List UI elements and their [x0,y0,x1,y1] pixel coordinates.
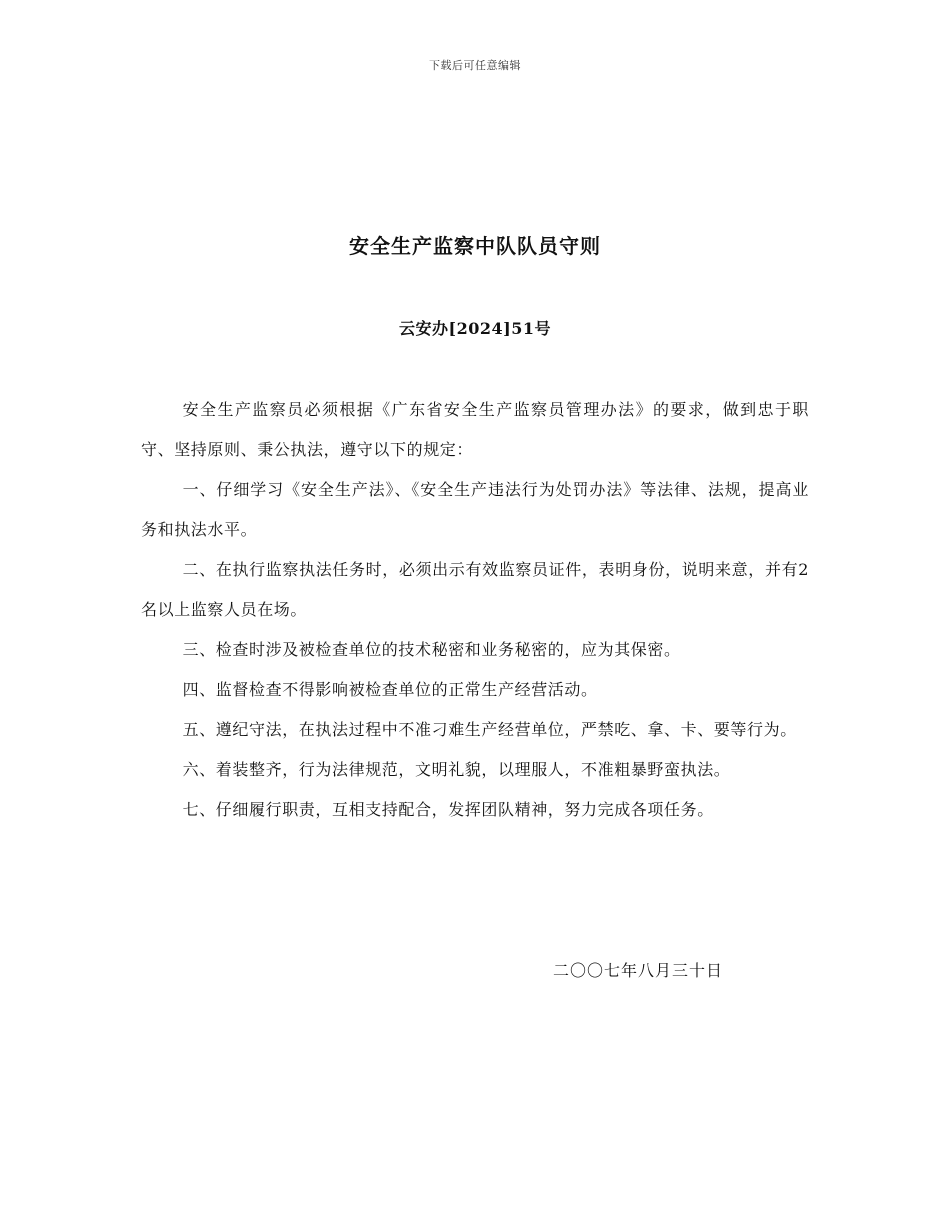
rule-paragraph-4: 四、监督检查不得影响被检查单位的正常生产经营活动。 [182,680,598,699]
document-title: 安全生产监察中队队员守则 [349,234,601,258]
document-body [141,390,809,830]
rule-paragraph-7: 七、仔细履行职责，互相支持配合，发挥团队精神，努力完成各项任务。 [182,800,714,819]
rule-paragraph-2: 二、在执行监察执法任务时，必须出示有效监察员证件，表明身份，说明来意，并有2 名以上监察人员在场。 [141,560,809,619]
rule-paragraph-1: 一、仔细学习《安全生产法》、《安全生产违法行为处罚办法》等法律、法规，提高业务和执法水平。 [141,480,809,539]
rule-paragraph-5: 五、遵纪守法，在执法过程中不准刁难生产经营单位，严禁吃、拿、卡、要等行为。 [182,720,797,739]
rule-paragraph-6: 六、着装整齐，行为法律规范，文明礼貌，以理服人，不准粗暴野蛮执法。 [182,760,731,779]
intro-paragraph: 安全生产监察员必须根据《广东省安全生产监察员管理办法》的要求，做到忠于职守、坚持原则、秉公执法，遵守以下的规定： [141,400,809,459]
signature-date: 二〇〇七年八月三十日 [553,961,724,980]
document-number: 云安办[2024]51号 [399,319,551,338]
header-note: 下载后可任意编辑 [429,59,521,72]
rule-paragraph-3: 三、检查时涉及被检查单位的技术秘密和业务秘密的，应为其保密。 [182,640,681,659]
